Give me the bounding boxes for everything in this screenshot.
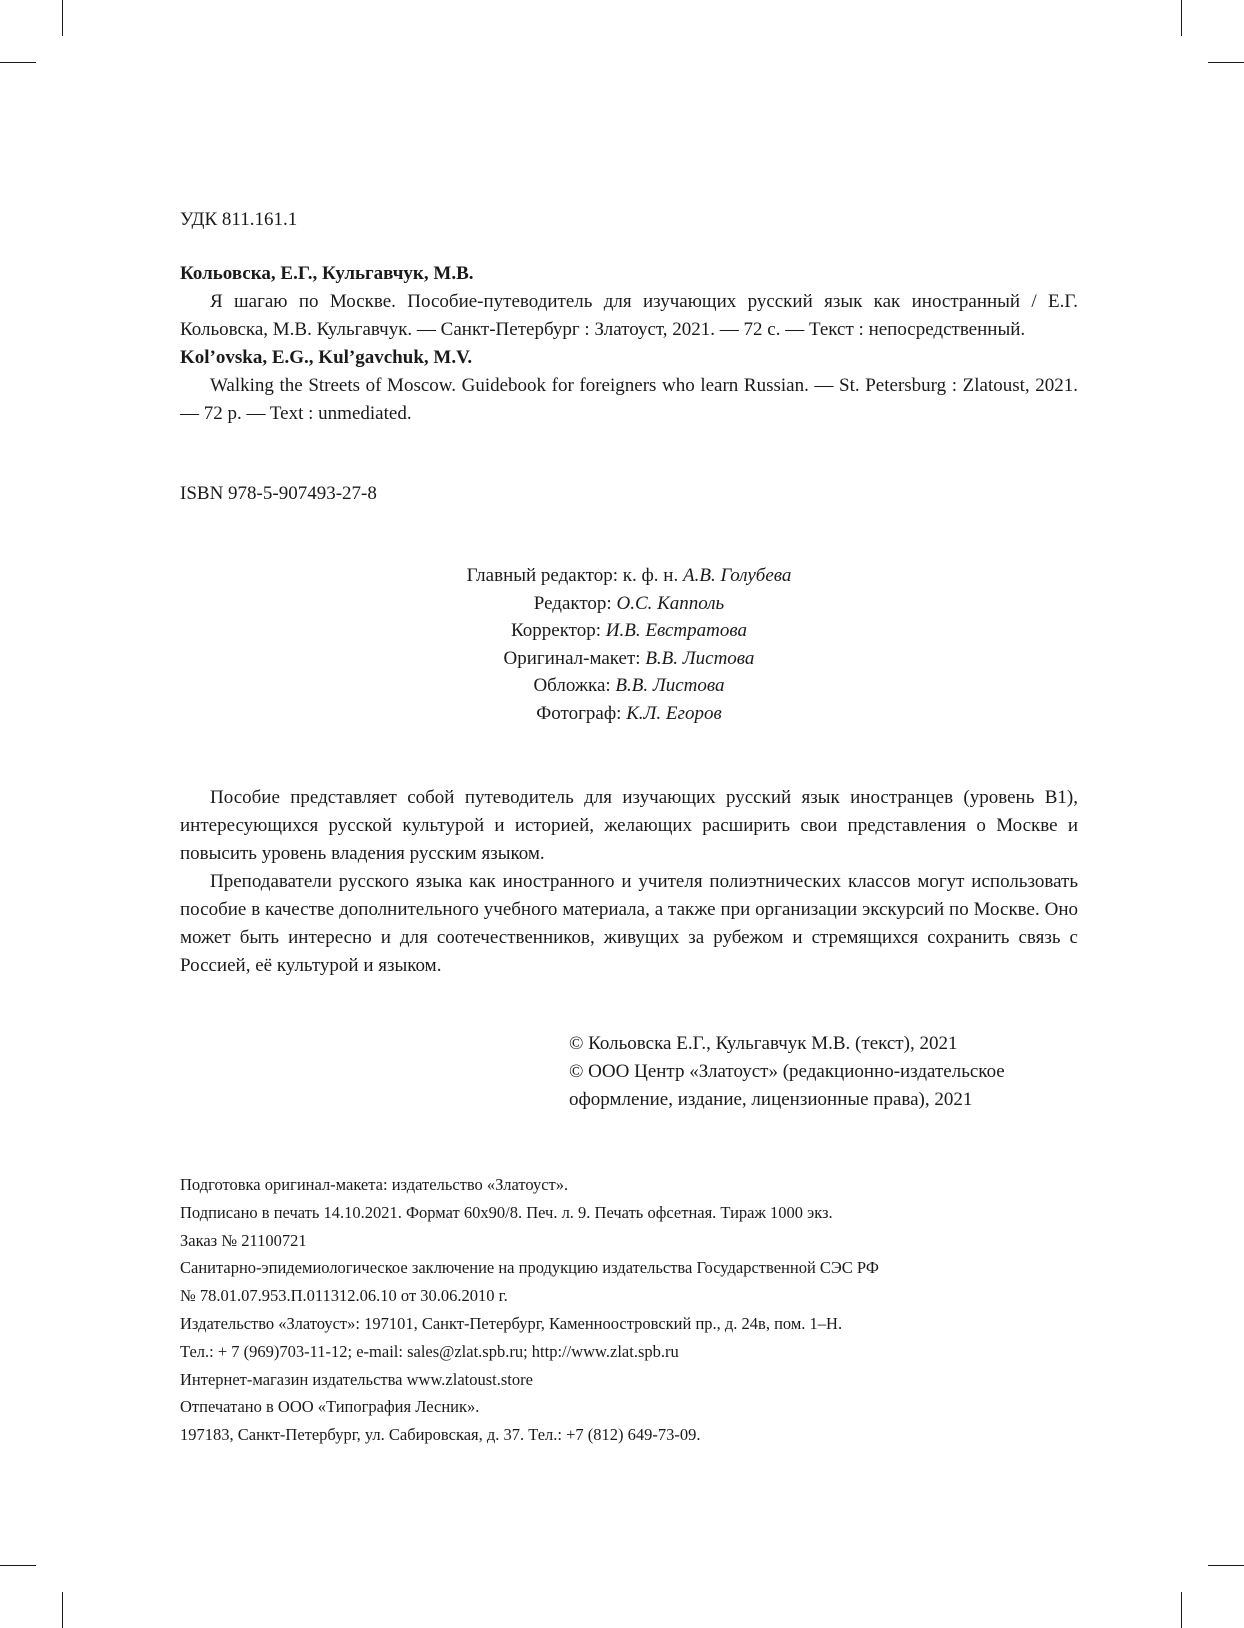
credit-photographer: Фотограф: К.Л. Егоров	[536, 702, 722, 724]
isbn: ISBN 978-5-907493-27-8	[180, 483, 377, 504]
ru-description: Я шагаю по Москве. Пособие-путеводитель для изучающих русский язык как иностранный / Е.Г. Кольовска, М.В. Кульгавчук. — Санкт-Петербург : Златоуст, 2021. — 72 с. — Текст : непосредственный.	[180, 291, 1078, 340]
en-description: Walking the Streets of Moscow. Guidebook for foreigners who learn Russian. — St. Petersburg : Zlatoust, 2021. — 72 p. — Text : unmediated.	[180, 375, 1078, 424]
editorial-credits	[180, 562, 1078, 727]
imprint-line-contacts: Тел.: + 7 (969)703-11-12; e-mail: sales@zlat.spb.ru; http://www.zlat.spb.ru	[180, 1341, 679, 1361]
credit-cover: Обложка: В.В. Листова	[533, 675, 725, 696]
imprint-line-layout: Подготовка оригинал-макета: издательство «Златоуст».	[180, 1175, 569, 1194]
crop-mark-top-left	[62, 0, 63, 36]
crop-mark-bottom-left	[62, 1592, 63, 1628]
imprint-line-sanitary: Санитарно-эпидемиологическое заключение на продукцию издательства Государственной СЭС РФ	[180, 1258, 879, 1278]
credit-proofreader: Корректор: И.В. Евстратова	[511, 620, 747, 641]
ru-author-line: Кольовска, Е.Г., Кульгавчук, М.В.	[180, 263, 474, 284]
imprint-line-printer-address: 197183, Санкт-Петербург, ул. Сабировская, д. 37. Тел.: +7 (812) 649-73-09.	[180, 1425, 701, 1445]
bibliographic-record	[180, 260, 1078, 428]
imprint-line-sanitary-number: № 78.01.07.953.П.011312.06.10 от 30.06.2010 г.	[180, 1286, 508, 1306]
credit-layout: Оригинал-макет: В.В. Листова	[503, 647, 755, 669]
imprint-line-online-store: Интернет-магазин издательства www.zlatoust.store	[180, 1369, 533, 1389]
en-author-line: Kol’ovska, E.G., Kul’gavchuk, M.V.	[180, 347, 473, 368]
imprint-line-publisher-address: Издательство «Златоуст»: 197101, Санкт-Петербург, Каменноостровский пр., д. 24в, пом. 1–Н.	[180, 1313, 843, 1333]
crop-mark-left-bottom	[0, 1565, 36, 1566]
copyright-text: © Кольовска Е.Г., Кульгавчук М.В. (текст), 2021	[569, 1033, 958, 1054]
imprint-line-print-signed: Подписано в печать 14.10.2021. Формат 60x90/8. Печ. л. 9. Печать офсетная. Тираж 1000 экз.	[180, 1202, 833, 1222]
copyright-publisher: © ООО Центр «Златоуст» (редакционно-издательское оформление, издание, лицензионные права), 2021	[569, 1061, 1005, 1110]
imprint-line-printer: Отпечатано в ООО «Типография Лесник».	[180, 1397, 480, 1417]
abstract-paragraph-1: Пособие представляет собой путеводитель для изучающих русский язык иностранцев (уровень В1), интересующихся русской культурой и историей, желающих расширить свои представления о Москве и повысить уровень владения русским языком.	[180, 787, 1078, 864]
imprint-line-order: Заказ № 21100721	[180, 1230, 307, 1250]
udk-code: УДК 811.161.1	[180, 209, 298, 230]
copyright-block	[569, 1030, 1078, 1114]
crop-mark-right-top	[1208, 62, 1244, 63]
abstract-paragraph-2: Преподаватели русского языка как иностранного и учителя полиэтнических классов могут использовать пособие в качестве дополнительного учебного материала, а также при организации экскурсий по Москве. Оно может быть интересно и для соотечественников, живущих за рубежом и стремящихся сохранить связь с Россией, её культурой и языком.	[180, 871, 1078, 976]
crop-mark-right-bottom	[1208, 1565, 1244, 1566]
crop-mark-top-right	[1181, 0, 1182, 36]
crop-mark-left-top	[0, 62, 36, 63]
abstract	[180, 784, 1078, 980]
credit-editor: Редактор: О.С. Капполь	[533, 592, 725, 614]
credit-chief-editor: Главный редактор: к. ф. н. А.В. Голубева	[466, 565, 792, 586]
printing-details	[180, 1171, 1078, 1449]
crop-mark-bottom-right	[1181, 1592, 1182, 1628]
